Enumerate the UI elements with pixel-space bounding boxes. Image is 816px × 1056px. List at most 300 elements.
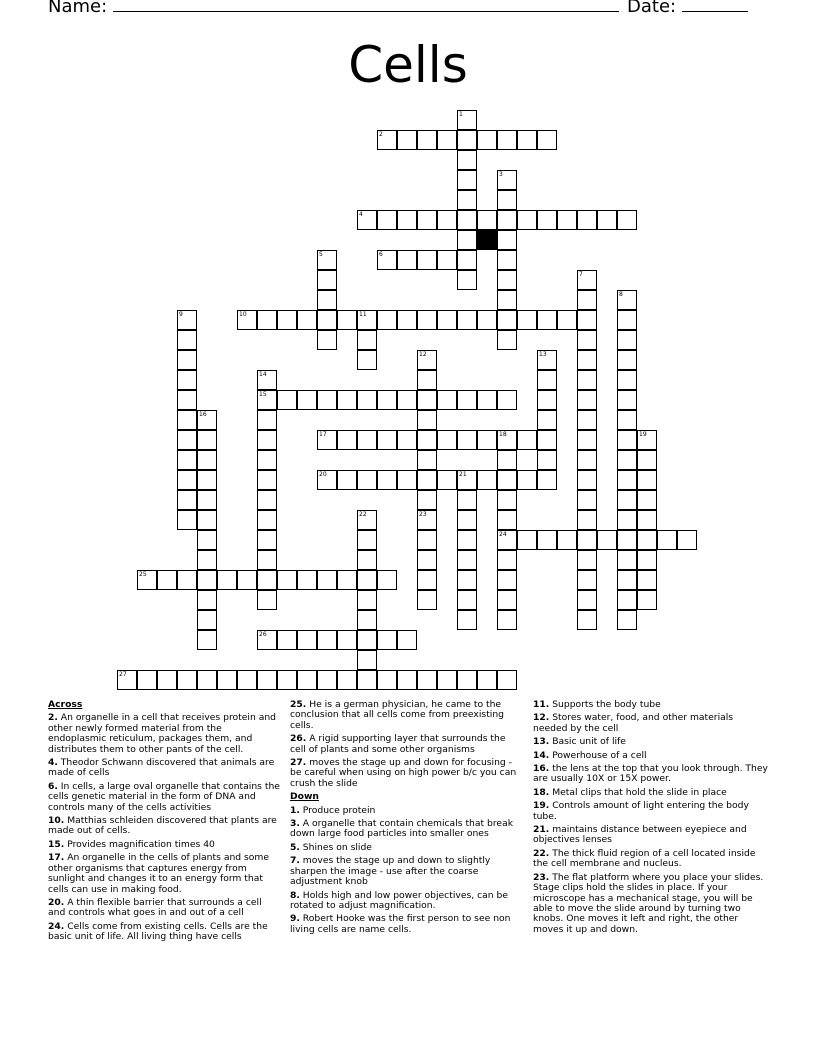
clue-number: 1 (459, 111, 463, 118)
clue-item-number: 22. (533, 847, 550, 859)
grid-cell[interactable] (277, 630, 297, 650)
clue-item (533, 825, 769, 846)
grid-cell[interactable] (177, 450, 197, 470)
grid-cell[interactable] (277, 310, 297, 330)
grid-cell[interactable] (577, 590, 597, 610)
grid-cell[interactable] (377, 470, 397, 490)
clue-item-number: 21. (533, 824, 550, 836)
clue-item-number: 14. (533, 749, 550, 761)
grid-cell[interactable] (477, 670, 497, 690)
grid-cell[interactable] (177, 410, 197, 430)
grid-cell[interactable] (557, 310, 577, 330)
grid-cell[interactable] (217, 670, 237, 690)
grid-cell[interactable] (517, 530, 537, 550)
grid-cell[interactable] (357, 550, 377, 570)
grid-cell[interactable] (497, 570, 517, 590)
grid-cell[interactable] (517, 130, 537, 150)
grid-cell[interactable] (497, 270, 517, 290)
clue-item-text: Produce protein (299, 804, 376, 816)
grid-cell[interactable] (197, 510, 217, 530)
grid-cell[interactable] (177, 510, 197, 530)
clue-number: 8 (619, 291, 623, 298)
grid-cell[interactable] (417, 550, 437, 570)
clue-item-text: He is a german physician, he came to the conclusion that all cells come from preexisting cells. (290, 699, 505, 731)
grid-cell[interactable] (397, 250, 417, 270)
grid-cell[interactable] (497, 610, 517, 630)
grid-cell[interactable] (357, 330, 377, 350)
grid-cell[interactable] (457, 150, 477, 170)
grid-cell[interactable] (257, 490, 277, 510)
grid-cell[interactable] (457, 510, 477, 530)
grid-cell[interactable] (477, 210, 497, 230)
grid-cell[interactable] (417, 210, 437, 230)
grid-cell[interactable] (557, 210, 577, 230)
grid-cell[interactable] (417, 570, 437, 590)
grid-cell[interactable] (417, 490, 437, 510)
clue-item-number: 2. (48, 712, 58, 724)
grid-cell[interactable] (497, 390, 517, 410)
clue-item-text: An organelle in the cells of plants and some other organisms that captures energy from sunlight and changes it to an energy form that cells can use in making food. (48, 852, 270, 895)
clue-item-text: moves the stage up and down for focusing - be careful when using on high power b/c you can crush the slide (290, 757, 517, 789)
grid-cell[interactable] (417, 250, 437, 270)
clue-item (533, 849, 769, 870)
clue-item-number: 13. (533, 736, 550, 748)
grid-cell[interactable] (437, 430, 457, 450)
grid-cell[interactable] (417, 310, 437, 330)
grid-cell[interactable] (577, 550, 597, 570)
clue-item (48, 816, 280, 837)
grid-cell[interactable] (457, 530, 477, 550)
grid-cell[interactable] (457, 250, 477, 270)
grid-cell[interactable] (397, 670, 417, 690)
grid-cell[interactable] (197, 550, 217, 570)
grid-cell[interactable] (257, 430, 277, 450)
grid-cell[interactable] (417, 590, 437, 610)
grid-cell[interactable] (277, 570, 297, 590)
grid-cell[interactable] (537, 130, 557, 150)
grid-cell[interactable] (197, 430, 217, 450)
grid-cell[interactable] (537, 530, 557, 550)
clue-item-number: 5. (290, 841, 300, 853)
grid-cell[interactable] (457, 270, 477, 290)
grid-cell[interactable] (357, 470, 377, 490)
grid-cell[interactable] (437, 130, 457, 150)
grid-cell[interactable] (497, 450, 517, 470)
grid-cell[interactable] (357, 590, 377, 610)
grid-cell[interactable] (617, 430, 637, 450)
across-clue-list-continued (290, 700, 518, 789)
grid-cell[interactable] (457, 310, 477, 330)
grid-cell[interactable] (257, 590, 277, 610)
grid-cell[interactable] (617, 370, 637, 390)
grid-cell[interactable] (177, 390, 197, 410)
grid-cell[interactable] (497, 330, 517, 350)
grid-cell[interactable] (257, 470, 277, 490)
grid-cell[interactable] (417, 450, 437, 470)
grid-cell[interactable] (657, 530, 677, 550)
grid-cell[interactable] (617, 550, 637, 570)
clue-number: 25 (139, 571, 147, 578)
grid-cell[interactable] (577, 490, 597, 510)
grid-cell[interactable] (537, 370, 557, 390)
grid-cell[interactable] (337, 570, 357, 590)
grid-cell[interactable] (517, 470, 537, 490)
grid-cell[interactable] (497, 210, 517, 230)
grid-cell[interactable] (277, 390, 297, 410)
clue-number: 23 (419, 511, 427, 518)
grid-cell[interactable] (457, 230, 477, 250)
grid-cell[interactable] (357, 350, 377, 370)
grid-cell[interactable] (297, 630, 317, 650)
grid-cell[interactable] (617, 350, 637, 370)
grid-cell[interactable] (457, 670, 477, 690)
grid-cell[interactable] (617, 450, 637, 470)
grid-cell[interactable] (417, 390, 437, 410)
clue-item-text: Supports the body tube (549, 699, 661, 710)
grid-cell[interactable] (457, 590, 477, 610)
grid-cell[interactable] (497, 470, 517, 490)
grid-cell[interactable] (157, 570, 177, 590)
grid-cell[interactable] (577, 530, 597, 550)
grid-cell[interactable] (397, 210, 417, 230)
grid-cell[interactable] (317, 270, 337, 290)
clue-item (48, 898, 280, 919)
grid-cell[interactable] (637, 510, 657, 530)
grid-cell[interactable] (197, 490, 217, 510)
grid-cell[interactable] (357, 530, 377, 550)
grid-cell[interactable] (197, 630, 217, 650)
clue-item-text: maintains distance between eyepiece and objectives lenses (533, 824, 747, 846)
grid-cell[interactable] (277, 670, 297, 690)
grid-cell[interactable] (497, 510, 517, 530)
grid-cell[interactable] (197, 570, 217, 590)
grid-cell[interactable] (637, 490, 657, 510)
grid-cell[interactable] (497, 670, 517, 690)
grid-cell[interactable] (577, 430, 597, 450)
grid-cell[interactable] (337, 430, 357, 450)
grid-cell[interactable] (177, 490, 197, 510)
grid-cell[interactable] (577, 350, 597, 370)
grid-cell[interactable] (637, 570, 657, 590)
grid-cell[interactable] (257, 570, 277, 590)
grid-cell[interactable] (337, 630, 357, 650)
clue-item (48, 758, 280, 779)
grid-cell[interactable] (257, 450, 277, 470)
grid-cell[interactable] (417, 430, 437, 450)
clue-item-number: 17. (48, 852, 65, 864)
grid-cell[interactable] (397, 390, 417, 410)
grid-cell[interactable] (237, 570, 257, 590)
grid-cell[interactable] (477, 310, 497, 330)
clue-item-text: Stores water, food, and other materials needed by the cell (533, 712, 734, 734)
grid-cell[interactable] (397, 310, 417, 330)
grid-cell[interactable] (237, 670, 257, 690)
grid-cell[interactable] (337, 670, 357, 690)
clue-item-number: 23. (533, 871, 550, 883)
grid-cell[interactable] (177, 350, 197, 370)
grid-cell[interactable] (317, 670, 337, 690)
grid-cell[interactable] (497, 290, 517, 310)
grid-cell[interactable] (437, 250, 457, 270)
grid-cell[interactable] (257, 310, 277, 330)
grid-cell[interactable] (637, 450, 657, 470)
grid-cell[interactable] (577, 570, 597, 590)
grid-cell[interactable] (357, 430, 377, 450)
clue-item (290, 819, 518, 840)
grid-cell[interactable] (317, 290, 337, 310)
grid-cell[interactable] (497, 230, 517, 250)
date-field[interactable] (627, 0, 748, 19)
name-label: Name: (48, 0, 108, 17)
grid-cell[interactable] (317, 310, 337, 330)
grid-cell[interactable] (617, 530, 637, 550)
grid-cell[interactable] (197, 470, 217, 490)
clue-item-number: 3. (290, 818, 300, 830)
grid-cell[interactable] (497, 550, 517, 570)
grid-cell[interactable] (597, 530, 617, 550)
grid-cell[interactable] (457, 390, 477, 410)
grid-cell[interactable] (317, 570, 337, 590)
grid-cell[interactable] (497, 250, 517, 270)
grid-cell[interactable] (297, 670, 317, 690)
grid-cell[interactable] (437, 310, 457, 330)
clues-column-1 (48, 700, 280, 946)
clue-item-text: A thin flexible barrier that surrounds a cell and controls what goes in and out of a cell (48, 896, 262, 919)
clue-number: 3 (499, 171, 503, 178)
down-clue-list-continued (533, 700, 769, 935)
name-blank-line[interactable] (113, 0, 619, 12)
grid-cell[interactable] (537, 410, 557, 430)
grid-cell[interactable] (457, 430, 477, 450)
grid-cell[interactable] (617, 210, 637, 230)
grid-cell[interactable] (537, 310, 557, 330)
grid-cell[interactable] (537, 390, 557, 410)
grid-cell[interactable] (317, 630, 337, 650)
grid-cell[interactable] (557, 530, 577, 550)
clue-item (290, 806, 518, 816)
black-square (477, 230, 497, 250)
grid-cell[interactable] (577, 370, 597, 390)
grid-cell[interactable] (457, 190, 477, 210)
grid-cell[interactable] (377, 390, 397, 410)
clue-number: 22 (359, 511, 367, 518)
date-label: Date: (627, 0, 677, 17)
grid-cell[interactable] (577, 510, 597, 530)
clue-number: 27 (119, 671, 127, 678)
grid-cell[interactable] (517, 310, 537, 330)
grid-cell[interactable] (437, 470, 457, 490)
grid-cell[interactable] (377, 310, 397, 330)
grid-cell[interactable] (577, 390, 597, 410)
grid-cell[interactable] (457, 170, 477, 190)
grid-cell[interactable] (357, 670, 377, 690)
clue-item-number: 7. (290, 855, 300, 867)
grid-cell[interactable] (617, 330, 637, 350)
grid-cell[interactable] (517, 430, 537, 450)
grid-cell[interactable] (357, 610, 377, 630)
grid-cell[interactable] (397, 130, 417, 150)
grid-cell[interactable] (257, 530, 277, 550)
grid-cell[interactable] (577, 210, 597, 230)
grid-cell[interactable] (497, 310, 517, 330)
grid-cell[interactable] (617, 310, 637, 330)
grid-cell[interactable] (377, 670, 397, 690)
grid-cell[interactable] (477, 130, 497, 150)
clue-item-number: 18. (533, 786, 550, 798)
clue-item-number: 27. (290, 757, 307, 769)
grid-cell[interactable] (497, 590, 517, 610)
grid-cell[interactable] (197, 590, 217, 610)
clue-item-number: 8. (290, 889, 300, 901)
grid-cell[interactable] (257, 410, 277, 430)
grid-cell[interactable] (197, 670, 217, 690)
clue-item-text: Provides magnification times 40 (64, 838, 215, 850)
grid-cell[interactable] (457, 570, 477, 590)
grid-cell[interactable] (437, 390, 457, 410)
grid-cell[interactable] (417, 530, 437, 550)
grid-cell[interactable] (377, 430, 397, 450)
grid-cell[interactable] (417, 370, 437, 390)
grid-cell[interactable] (417, 410, 437, 430)
grid-cell[interactable] (417, 130, 437, 150)
grid-cell[interactable] (217, 570, 237, 590)
grid-cell[interactable] (617, 590, 637, 610)
grid-cell[interactable] (497, 130, 517, 150)
grid-cell[interactable] (317, 330, 337, 350)
grid-cell[interactable] (637, 590, 657, 610)
grid-cell[interactable] (177, 330, 197, 350)
grid-cell[interactable] (137, 670, 157, 690)
grid-cell[interactable] (257, 550, 277, 570)
grid-cell[interactable] (337, 390, 357, 410)
clue-item-text: Basic unit of life (549, 736, 626, 748)
grid-cell[interactable] (617, 410, 637, 430)
clue-item (48, 853, 280, 895)
puzzle-title: Cells (348, 36, 468, 94)
clue-item-text: Metal clips that hold the slide in place (549, 786, 727, 798)
grid-cell[interactable] (637, 530, 657, 550)
grid-cell[interactable] (357, 630, 377, 650)
grid-cell[interactable] (677, 530, 697, 550)
grid-cell[interactable] (457, 130, 477, 150)
grid-cell[interactable] (537, 470, 557, 490)
clue-number: 19 (639, 431, 647, 438)
grid-cell[interactable] (577, 290, 597, 310)
grid-cell[interactable] (637, 470, 657, 490)
grid-cell[interactable] (457, 210, 477, 230)
grid-cell[interactable] (197, 610, 217, 630)
clue-item-text: Robert Hooke was the first person to see non living cells are name cells. (290, 913, 511, 935)
grid-cell[interactable] (357, 390, 377, 410)
date-blank-line[interactable] (682, 0, 748, 12)
grid-cell[interactable] (337, 470, 357, 490)
grid-cell[interactable] (257, 670, 277, 690)
grid-cell[interactable] (177, 370, 197, 390)
grid-cell[interactable] (537, 210, 557, 230)
grid-cell[interactable] (497, 190, 517, 210)
clues-column-2 (290, 700, 518, 938)
clue-number: 18 (499, 431, 507, 438)
clue-item-number: 15. (48, 838, 65, 850)
grid-cell[interactable] (197, 530, 217, 550)
grid-cell[interactable] (617, 610, 637, 630)
grid-cell[interactable] (417, 470, 437, 490)
clue-number: 20 (319, 471, 327, 478)
grid-cell[interactable] (197, 450, 217, 470)
grid-cell[interactable] (257, 510, 277, 530)
grid-cell[interactable] (177, 430, 197, 450)
grid-cell[interactable] (577, 310, 597, 330)
grid-cell[interactable] (457, 550, 477, 570)
clue-item (48, 922, 280, 943)
grid-cell[interactable] (537, 430, 557, 450)
grid-cell[interactable] (397, 630, 417, 650)
grid-cell[interactable] (457, 610, 477, 630)
grid-cell[interactable] (617, 570, 637, 590)
grid-cell[interactable] (617, 490, 637, 510)
clue-number: 4 (359, 211, 363, 218)
clue-item-text: A rigid supporting layer that surrounds the cell of plants and some other organisms (290, 733, 506, 755)
grid-cell[interactable] (157, 670, 177, 690)
grid-cell[interactable] (297, 310, 317, 330)
grid-cell[interactable] (417, 670, 437, 690)
across-clue-list (48, 713, 280, 942)
grid-cell[interactable] (377, 570, 397, 590)
clue-item (290, 843, 518, 853)
grid-cell[interactable] (537, 450, 557, 470)
grid-cell[interactable] (397, 430, 417, 450)
grid-cell[interactable] (597, 210, 617, 230)
grid-cell[interactable] (577, 330, 597, 350)
grid-cell[interactable] (477, 470, 497, 490)
grid-cell[interactable] (517, 210, 537, 230)
grid-cell[interactable] (637, 550, 657, 570)
grid-cell[interactable] (477, 390, 497, 410)
grid-cell[interactable] (617, 390, 637, 410)
grid-cell[interactable] (177, 470, 197, 490)
grid-cell[interactable] (497, 490, 517, 510)
grid-cell[interactable] (377, 210, 397, 230)
grid-cell[interactable] (577, 610, 597, 630)
grid-cell[interactable] (577, 470, 597, 490)
name-field[interactable] (48, 0, 619, 19)
across-heading: Across (48, 699, 83, 710)
grid-cell[interactable] (457, 490, 477, 510)
grid-cell[interactable] (337, 310, 357, 330)
grid-cell[interactable] (437, 670, 457, 690)
grid-cell[interactable] (297, 570, 317, 590)
grid-cell[interactable] (357, 650, 377, 670)
grid-cell[interactable] (397, 470, 417, 490)
grid-cell[interactable] (617, 470, 637, 490)
grid-cell[interactable] (357, 570, 377, 590)
grid-cell[interactable] (437, 210, 457, 230)
grid-cell[interactable] (477, 430, 497, 450)
grid-cell[interactable] (577, 450, 597, 470)
grid-cell[interactable] (317, 390, 337, 410)
grid-cell[interactable] (177, 670, 197, 690)
grid-cell[interactable] (377, 630, 397, 650)
grid-cell[interactable] (617, 510, 637, 530)
down-clue-list (290, 806, 518, 935)
grid-cell[interactable] (177, 570, 197, 590)
clue-number: 7 (579, 271, 583, 278)
grid-cell[interactable] (297, 390, 317, 410)
clue-number: 13 (539, 351, 547, 358)
down-heading: Down (290, 791, 319, 803)
grid-cell[interactable] (577, 410, 597, 430)
clue-number: 10 (239, 311, 247, 318)
